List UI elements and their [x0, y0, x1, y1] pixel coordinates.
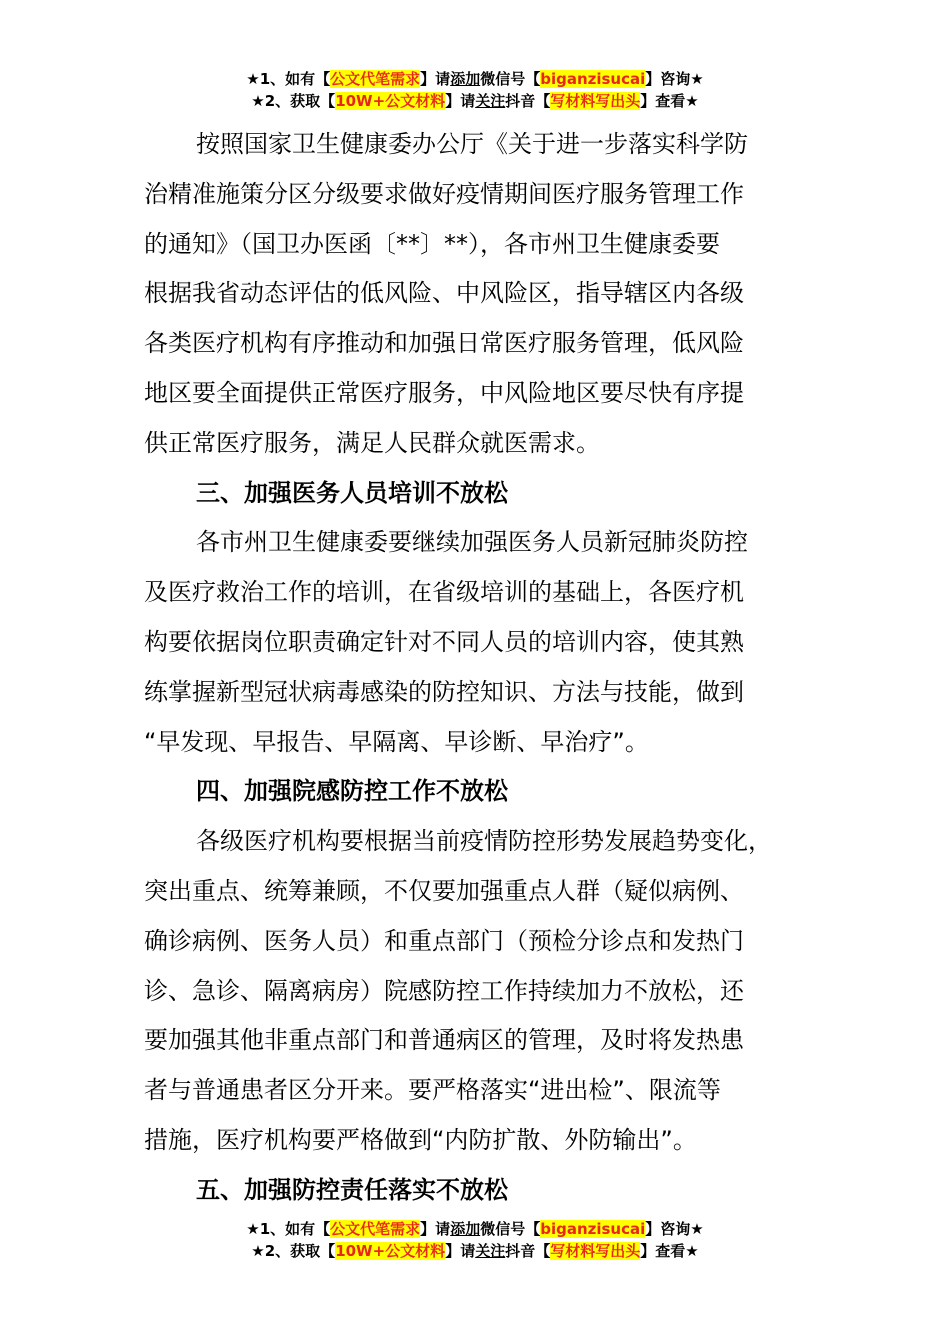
promo-emphasis: 关注	[475, 92, 506, 110]
paragraph-line: 各级医疗机构要根据当前疫情防控形势发展趋势变化，	[196, 827, 772, 856]
promo-emphasis: 添加	[450, 1220, 481, 1238]
paragraph-line: “早发现、早报告、早隔离、早诊断、早治疗”。	[144, 727, 649, 756]
promo-emphasis: 关注	[475, 1242, 506, 1260]
promo-text: ★2、获取【	[251, 92, 336, 110]
promo-text: 】查看★	[640, 92, 699, 110]
promo-highlight: 10W+公文材料	[335, 92, 446, 110]
section-heading-3: 三、加强医务人员培训不放松	[196, 478, 508, 507]
document-body	[144, 120, 844, 1216]
paragraph-line: 及医疗救治工作的培训，在省级培训的基础上，各医疗机	[144, 578, 744, 607]
promo-highlight: 公文代笔需求	[330, 1220, 421, 1238]
paragraph-line: 突出重点、统筹兼顾，不仅要加强重点人群（疑似病例、	[144, 876, 744, 905]
promo-text: ★2、获取【	[251, 1242, 336, 1260]
paragraph-line: 治精准施策分区分级要求做好疫情期间医疗服务管理工作	[144, 179, 744, 208]
paragraph-line: 构要依据岗位职责确定针对不同人员的培训内容，使其熟	[144, 627, 744, 656]
promo-text: 】请	[420, 70, 451, 88]
section-heading-5: 五、加强防控责任落实不放松	[196, 1175, 508, 1204]
promo-highlight: 10W+公文材料	[335, 1242, 446, 1260]
promo-text: 微信号【	[480, 70, 541, 88]
promo-highlight-wechat-id: biganzisucai	[540, 70, 646, 88]
paragraph-line: 供正常医疗服务，满足人民群众就医需求。	[144, 428, 600, 457]
paragraph-line: 根据我省动态评估的低风险、中风险区，指导辖区内各级	[144, 279, 744, 308]
paragraph-line: 按照国家卫生健康委办公厅《关于进一步落实科学防	[196, 130, 748, 158]
paragraph-line: 措施，医疗机构要严格做到“内防扩散、外防输出”。	[144, 1125, 697, 1154]
paragraph-line: 确诊病例、医务人员）和重点部门（预检分诊点和发热门	[144, 926, 744, 955]
paragraph-line: 要加强其他非重点部门和普通病区的管理，及时将发热患	[144, 1026, 744, 1055]
promo-line-1	[0, 1218, 950, 1240]
promo-text: 】咨询★	[645, 70, 704, 88]
promo-banner-top	[0, 68, 950, 112]
paragraph-line: 诊、急诊、隔离病房）院感防控工作持续加力不放松，还	[144, 976, 744, 1005]
promo-highlight-douyin-id: 写材料写出头	[550, 92, 641, 110]
promo-text: 】请	[420, 1220, 451, 1238]
promo-line-2	[0, 90, 950, 112]
promo-text: 】查看★	[640, 1242, 699, 1260]
promo-highlight: 公文代笔需求	[330, 70, 421, 88]
section-heading-4: 四、加强院感防控工作不放松	[196, 777, 508, 806]
promo-highlight-douyin-id: 写材料写出头	[550, 1242, 641, 1260]
promo-text: ★1、如有【	[246, 70, 331, 88]
promo-text: 】请	[445, 92, 476, 110]
promo-text: 】请	[445, 1242, 476, 1260]
promo-line-2	[0, 1240, 950, 1262]
promo-text: 】咨询★	[645, 1220, 704, 1238]
promo-banner-bottom	[0, 1218, 950, 1262]
paragraph-line: 练掌握新型冠状病毒感染的防控知识、方法与技能，做到	[144, 677, 744, 706]
promo-text: 抖音【	[505, 92, 551, 110]
promo-emphasis: 添加	[450, 70, 481, 88]
paragraph-line: 者与普通患者区分开来。要严格落实“进出检”、限流等	[144, 1076, 721, 1105]
paragraph-line: 各类医疗机构有序推动和加强日常医疗服务管理，低风险	[144, 329, 744, 358]
paragraph-line: 各市州卫生健康委要继续加强医务人员新冠肺炎防控	[196, 528, 748, 557]
promo-text: 抖音【	[505, 1242, 551, 1260]
promo-highlight-wechat-id: biganzisucai	[540, 1220, 646, 1238]
paragraph-line: 的通知》（国卫办医函〔**〕**），各市州卫生健康委要	[144, 229, 720, 258]
promo-line-1	[0, 68, 950, 90]
paragraph-line: 地区要全面提供正常医疗服务，中风险地区要尽快有序提	[144, 378, 744, 407]
promo-text: 微信号【	[480, 1220, 541, 1238]
promo-text: ★1、如有【	[246, 1220, 331, 1238]
